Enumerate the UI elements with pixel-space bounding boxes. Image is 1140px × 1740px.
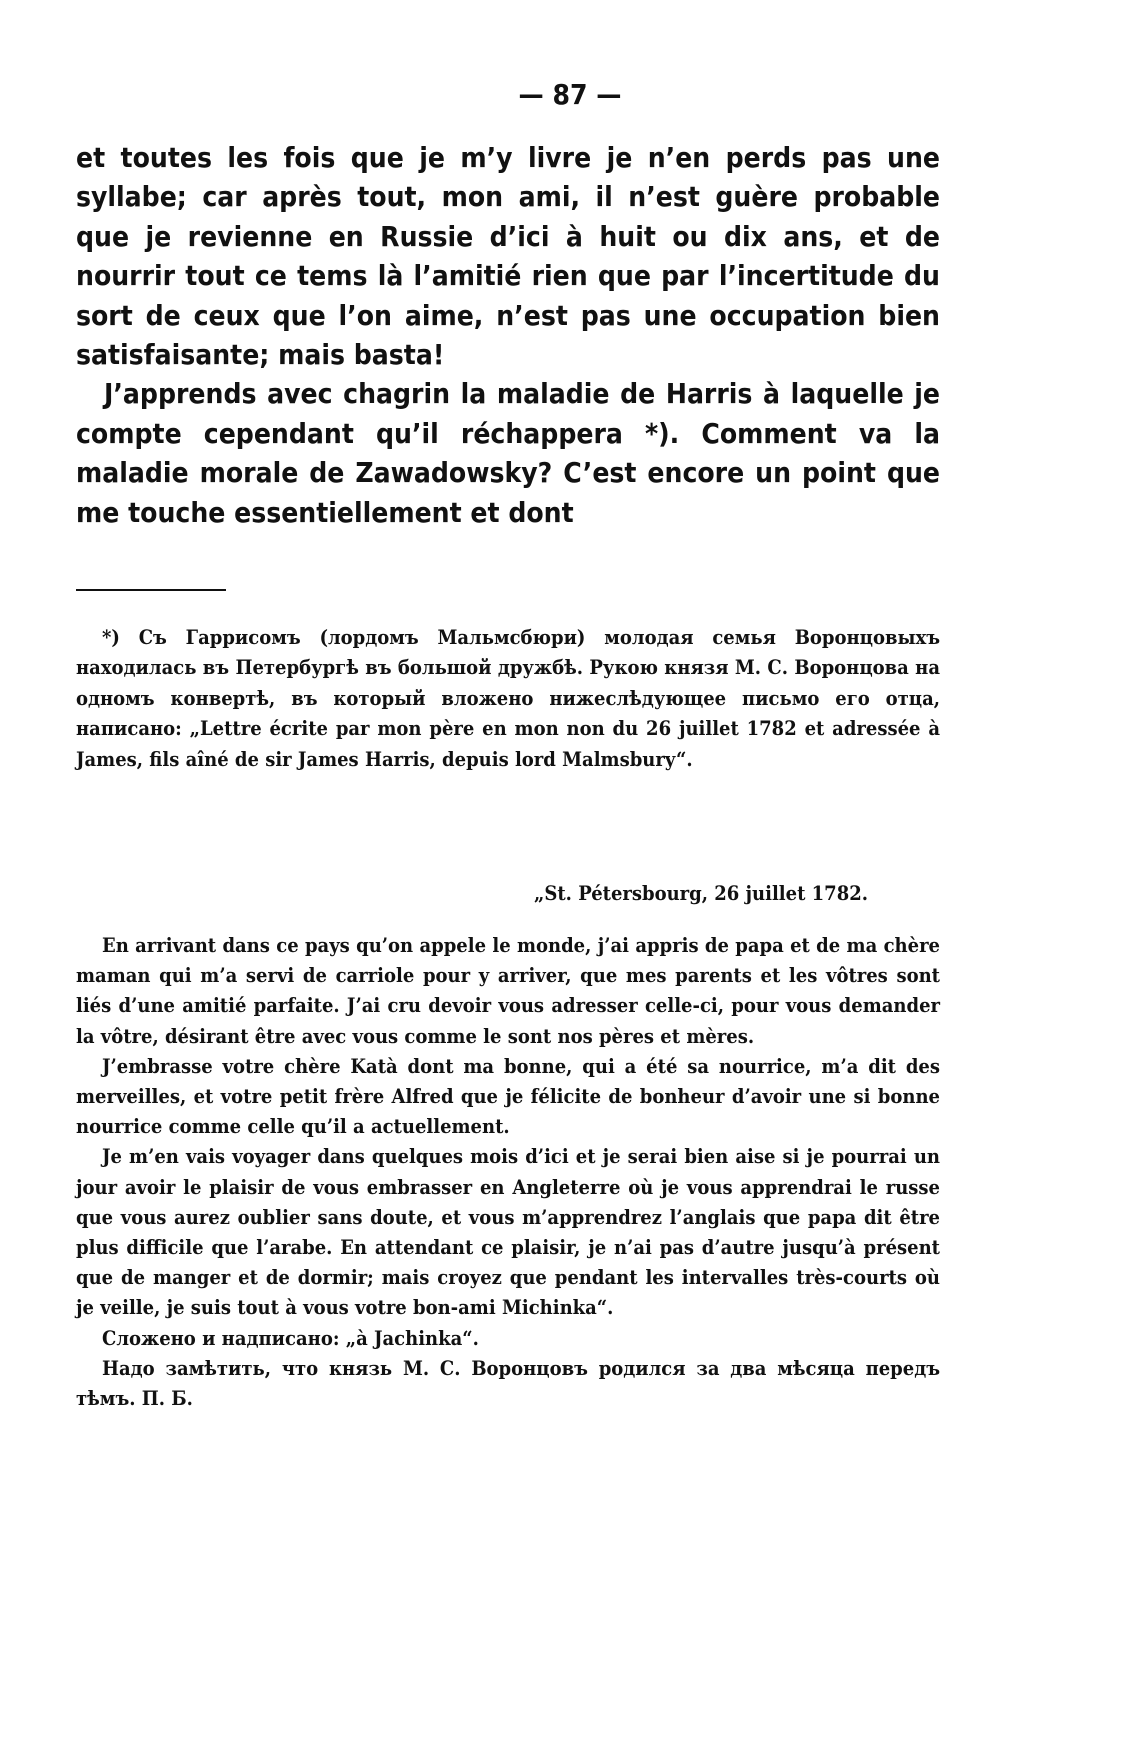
letter-paragraph: Je m’en vais voyager dans quelques mois d’ici et je serai bien aise si je pourrai un jour avoir le plaisir de vous embrasser en Angleterre où je vous apprendrai le russe que vous aurez oublier sans doute, et vous m’apprendrez l’anglais que papa dit être plus difficile que l’arabe. En attendant ce plaisir, je n’ai pas d’autre jusqu’à présent que de manger et de dormir; mais croyez que pendant les intervalles très-courts où je veille, je suis tout à vous votre bon-ami Michinka“. [76,1144,940,1320]
page-number: — 87 — [518,78,622,111]
main-text [76,138,940,532]
letter-date-line: „St. Pétersbourg, 26 juillet 1782. [534,881,868,905]
main-paragraph: J’apprends avec chagrin la maladie de Harris à laquelle je compte cependant qu’il réchappera *). Comment va la maladie morale de Zawadowsky? C’est encore un point que me touche essentiellement et dont [76,377,940,529]
letter-paragraph: En arrivant dans ce pays qu’on appele le monde, j’ai appris de papa et de ma chère maman qui m’a servi de carriole pour y arriver, que mes parents et les vôtres sont liés d’une amitié parfaite. J’ai cru devoir vous adresser celle-ci, pour vous demander la vôtre, désirant être avec vous comme le sont nos pères et mères. [76,933,940,1048]
footnote-text: *) Съ Гаррисомъ (лордомъ Мальмсбюри) молодая семья Воронцовыхъ находилась въ Петербургѣ въ большой дружбѣ. Рукою князя М. С. Воронцова на одномъ конвертѣ, въ который вложено нижеслѣдующее письмо его отца, написано: „Lettre écrite par mon père en mon non du 26 juillet 1782 et adressée à James, fils aîné de sir James Harris, depuis lord Malmsbury“. [76,625,940,771]
footnote-divider [76,589,226,591]
letter-text [76,930,940,1413]
footnote [76,622,940,774]
main-paragraph: et toutes les fois que je m’y livre je n’en perds pas une syllabe; car après tout, mon ami, il n’est guère probable que je revienne en Russie d’ici à huit ou dix ans, et de nourrir tout ce tems là l’amitié rien que par l’incertitude du sort de ceux que l’on aime, n’est pas une occupation bien satisfaisante; mais basta! [76,141,940,372]
letter-paragraph: Сложено и надписано: „à Jachinka“. [102,1325,479,1350]
letter-paragraph: Надо замѣтить, что князь М. С. Воронцовъ родился за два мѣсяца передъ тѣмъ. П. Б. [76,1355,940,1411]
letter-paragraph: J’embrasse votre chère Katà dont ma bonne, qui a été sa nourrice, m’a dit des merveilles, et votre petit frère Alfred que je félicite de bonheur d’avoir une si bonne nourrice comme celle qu’il a actuellement. [76,1053,940,1139]
